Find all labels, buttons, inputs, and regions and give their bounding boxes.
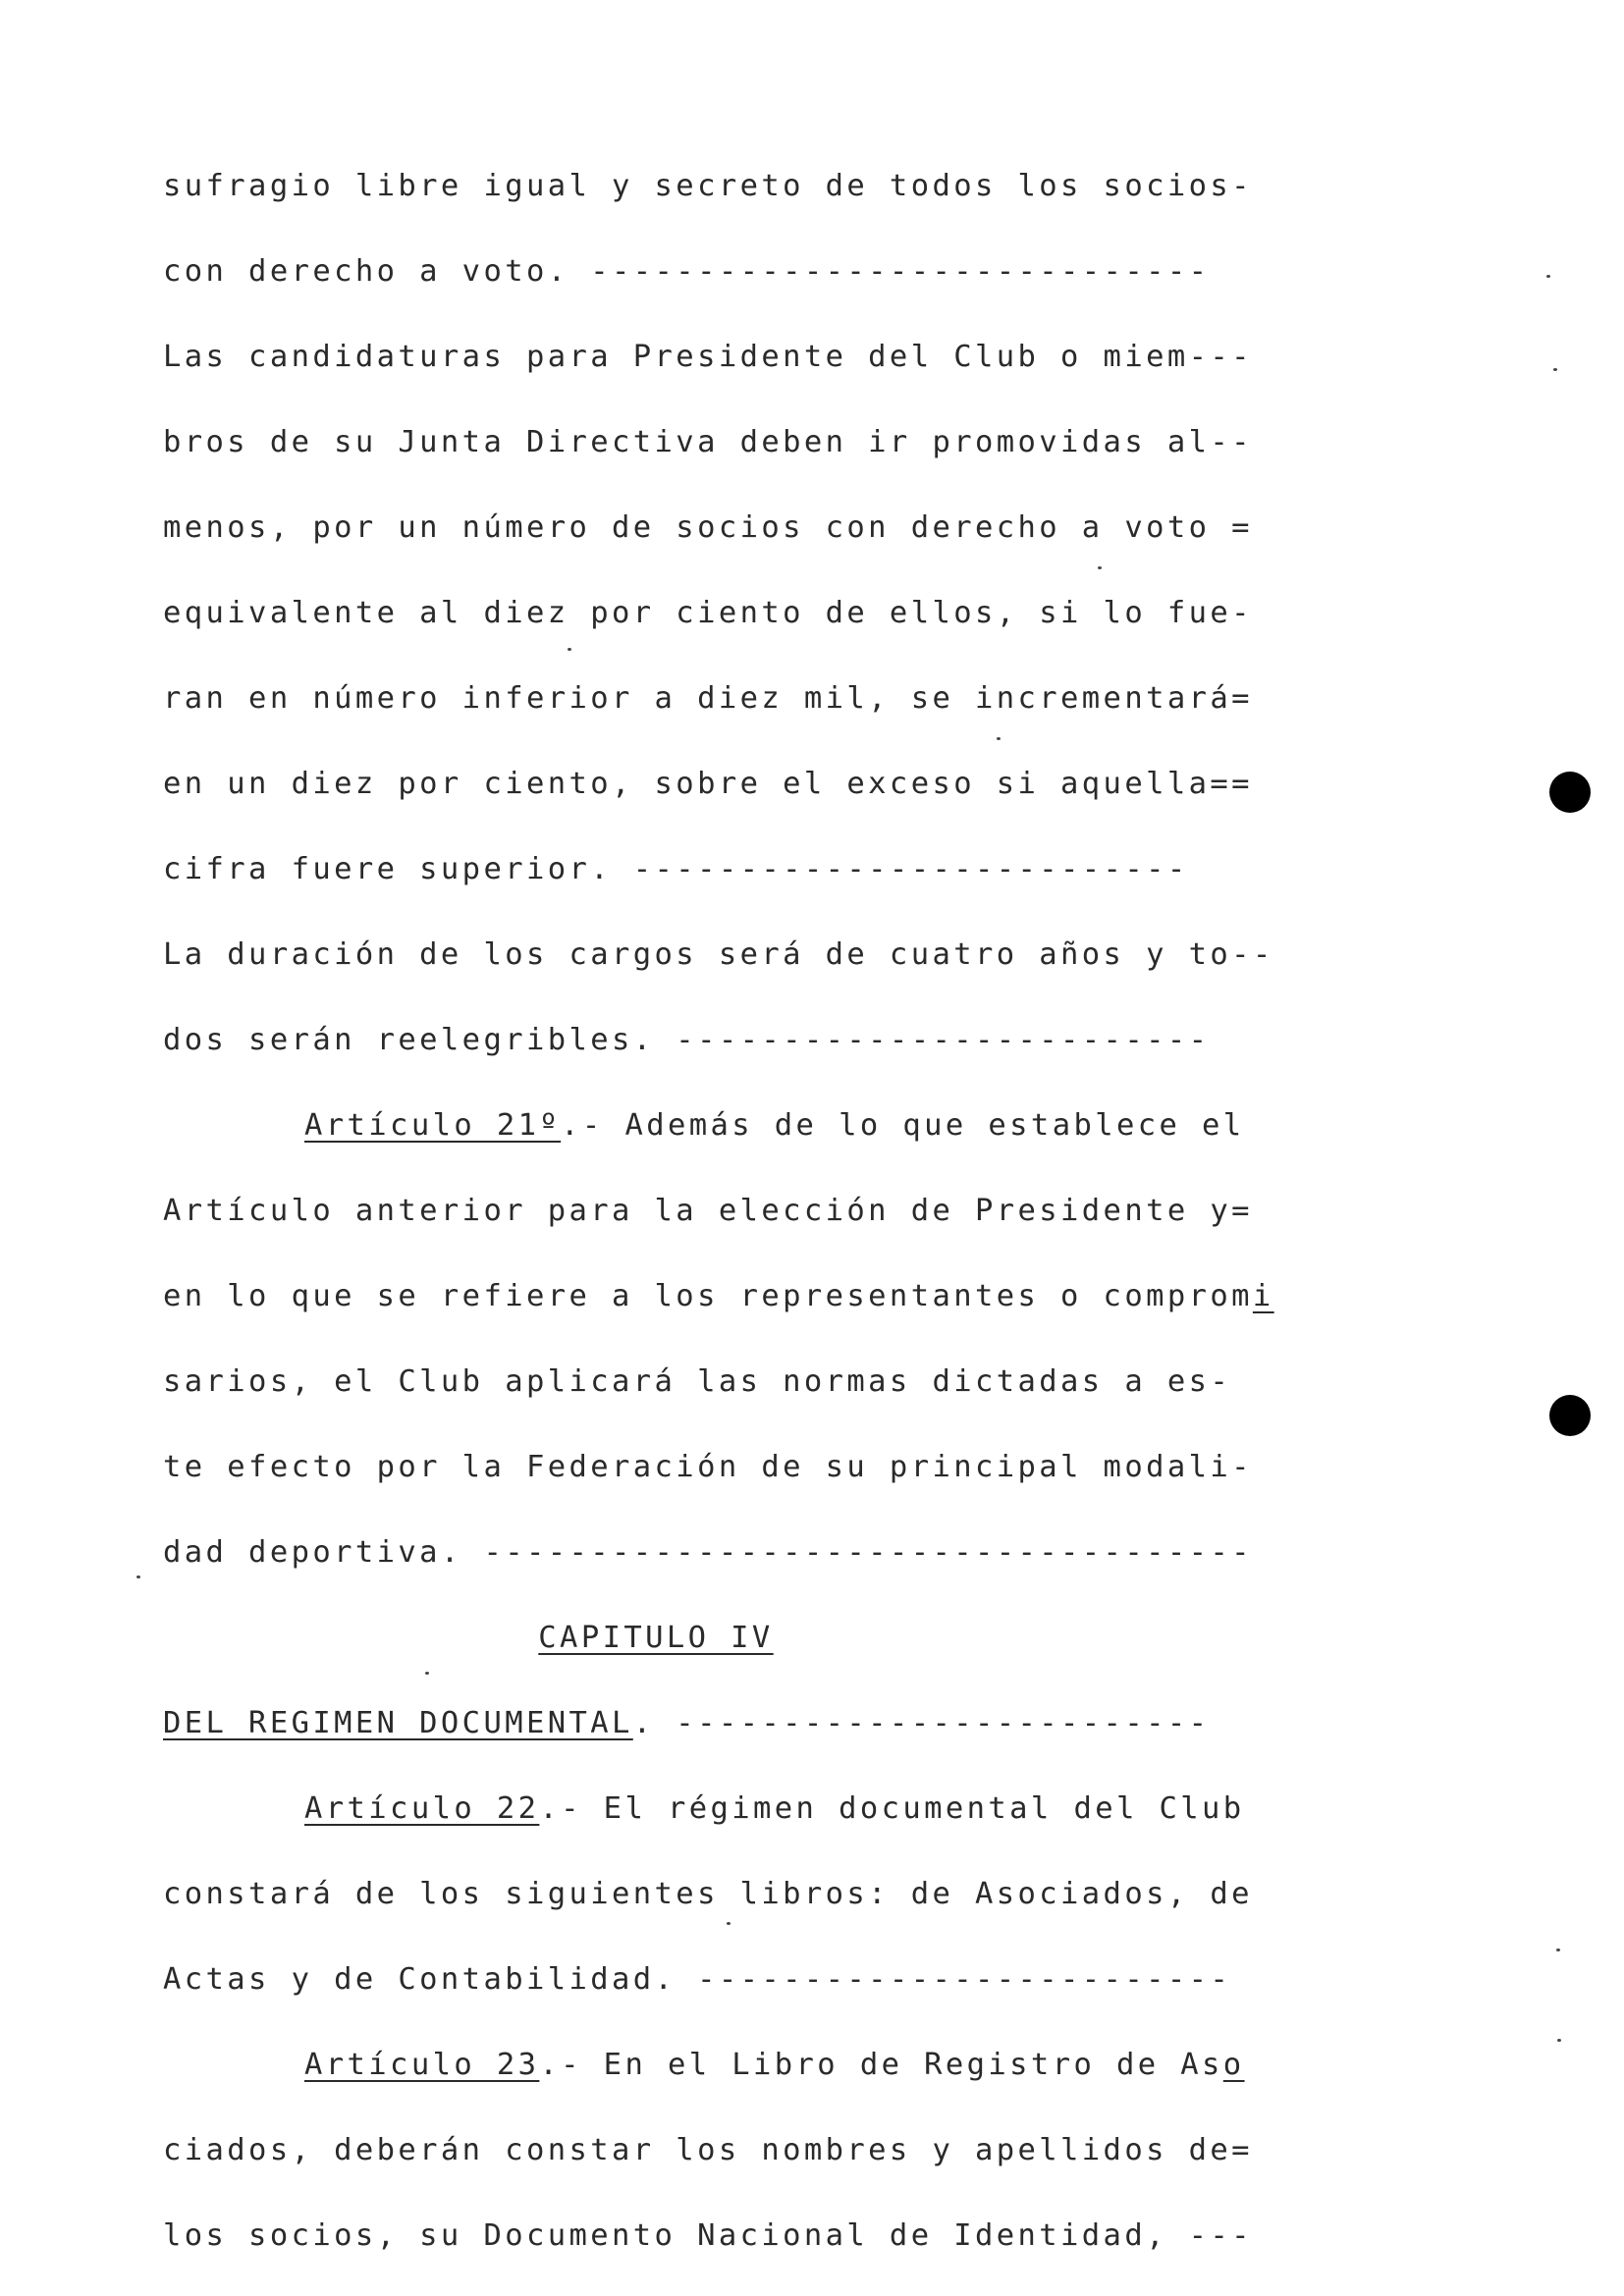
text-line: menos, por un número de socios con derecho a voto = bbox=[163, 510, 1253, 545]
text-line: Las candidaturas para Presidente del Club o miem--- bbox=[163, 340, 1253, 374]
text-line: equivalente al diez por ciento de ellos, si lo fue- bbox=[163, 596, 1253, 630]
text-line: con derecho a voto. ----------------------------- bbox=[163, 254, 1211, 289]
scan-speck bbox=[1098, 566, 1102, 569]
article-22-text: .- El régimen documental del Club bbox=[539, 1791, 1245, 1826]
scan-speck bbox=[425, 1672, 429, 1675]
chapter-subtitle-line: DEL REGIMEN DOCUMENTAL. ------------------------- bbox=[163, 1706, 1211, 1740]
text-line: te efecto por la Federación de su principal modali- bbox=[163, 1450, 1253, 1484]
scan-speck bbox=[997, 737, 1001, 740]
article-22-line bbox=[304, 1789, 1245, 1829]
article-21-line bbox=[304, 1106, 1245, 1146]
text-line: dos serán reelegribles. ------------------------- bbox=[163, 1023, 1211, 1057]
article-21-text: .- Además de lo que establece el bbox=[561, 1108, 1245, 1143]
text-line: en lo que se refiere a los representantes o compromi bbox=[163, 1279, 1274, 1313]
text-line: sarios, el Club aplicará las normas dictadas a es- bbox=[163, 1364, 1232, 1399]
scan-speck bbox=[727, 1922, 731, 1925]
article-21-heading: Artículo 21º bbox=[304, 1108, 562, 1143]
scan-speck bbox=[568, 648, 571, 651]
chapter-subtitle: DEL REGIMEN DOCUMENTAL bbox=[163, 1706, 633, 1740]
text-line: ran en número inferior a diez mil, se incrementará= bbox=[163, 681, 1253, 716]
text-line: en un diez por ciento, sobre el exceso si aquella== bbox=[163, 767, 1253, 801]
text-line: Artículo anterior para la elección de Presidente y= bbox=[163, 1194, 1253, 1228]
article-22-heading: Artículo 22 bbox=[304, 1791, 540, 1826]
scan-speck bbox=[136, 1575, 140, 1578]
scan-speck bbox=[1557, 2039, 1561, 2042]
text-line: los socios, su Documento Nacional de Identidad, --- bbox=[163, 2218, 1253, 2253]
scan-speck bbox=[1553, 368, 1557, 371]
text-line: constará de los siguientes libros: de Asociados, de bbox=[163, 1877, 1253, 1911]
scan-speck bbox=[1546, 275, 1550, 278]
text-line: cifra fuere superior. -------------------------- bbox=[163, 852, 1189, 886]
text-line: sufragio libre igual y secreto de todos los socios- bbox=[163, 169, 1253, 203]
text-line: Actas y de Contabilidad. ------------------------- bbox=[163, 1962, 1232, 1997]
punch-hole bbox=[1549, 772, 1591, 813]
text-line: ciados, deberán constar los nombres y apellidos de= bbox=[163, 2133, 1253, 2167]
underlined-letter: i bbox=[1252, 1279, 1274, 1313]
article-23-heading: Artículo 23 bbox=[304, 2048, 540, 2082]
scan-speck bbox=[1556, 1949, 1560, 1951]
text-line: bros de su Junta Directiva deben ir promovidas al-- bbox=[163, 425, 1253, 459]
chapter-title: CAPITULO IV bbox=[538, 1621, 774, 1655]
text-line: dad deportiva. ------------------------------------ bbox=[163, 1535, 1253, 1570]
article-23-line: Artículo 23.- En el Libro de Registro de Aso bbox=[304, 2048, 1245, 2082]
article-23-text: .- En el Libro de Registro de As bbox=[539, 2048, 1223, 2082]
text-line: La duración de los cargos será de cuatro años y to-- bbox=[163, 937, 1274, 972]
punch-hole bbox=[1549, 1395, 1591, 1436]
